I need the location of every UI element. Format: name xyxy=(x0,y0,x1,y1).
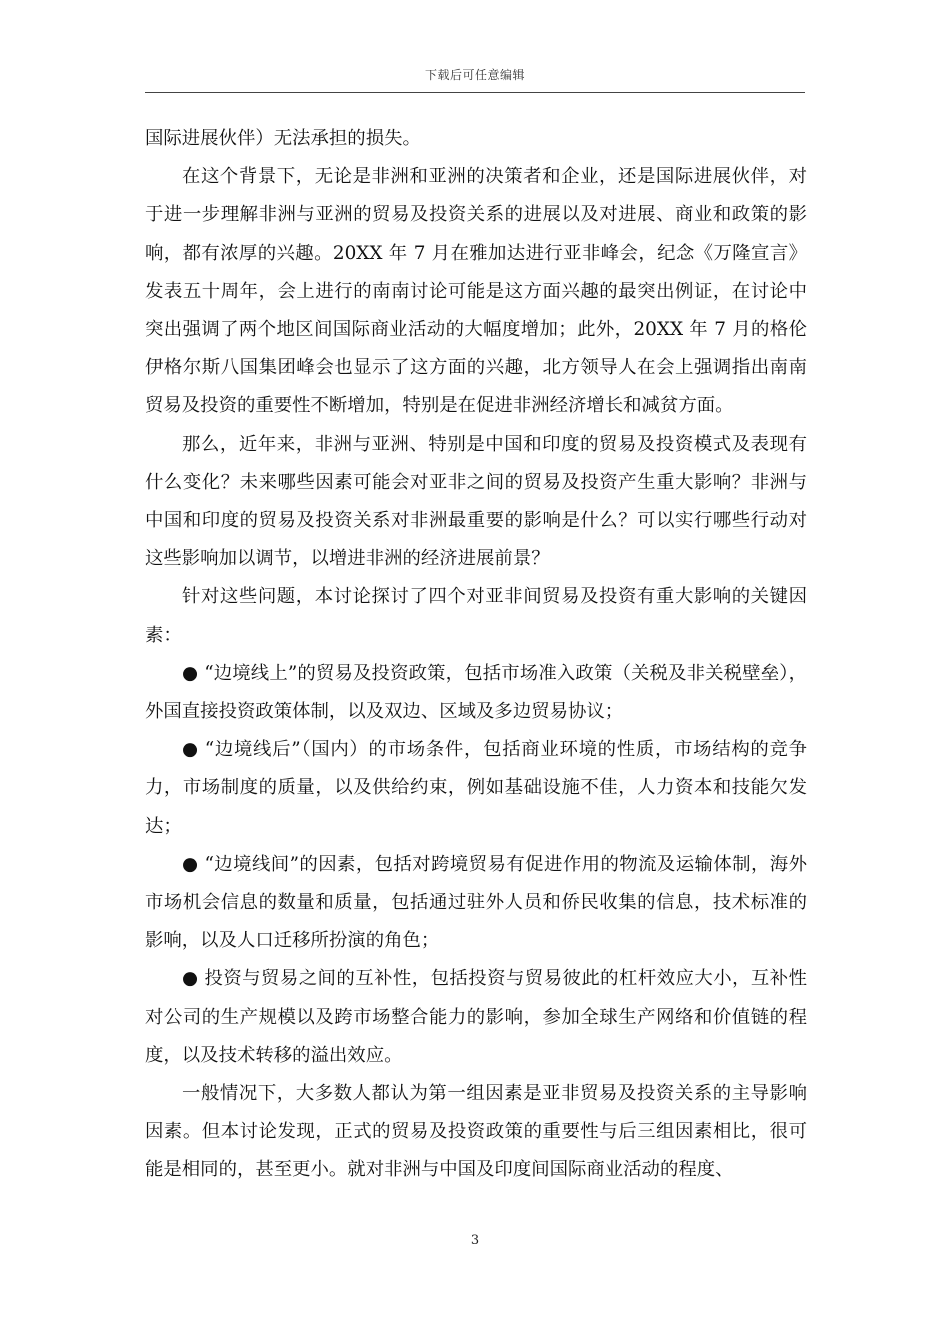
page-number: 3 xyxy=(470,1233,480,1248)
bullet-text-2: “边境线后”（国内）的市场条件，包括商业环境的性质，市场结构的竞争力，市场制度的质量，以及供给约束，例如基础设施不佳，人力资本和技能欠发达； xyxy=(145,739,807,837)
bullet-item-2 xyxy=(145,731,807,846)
bullet-item-3 xyxy=(145,846,807,961)
bullet-item-1 xyxy=(145,655,807,731)
bullet-icon: ● xyxy=(182,968,199,990)
document-body xyxy=(145,120,807,1190)
paragraph-conclusion: 一般情况下，大多数人都认为第一组因素是亚非贸易及投资关系的主导影响因素。但本讨论发现，正式的贸易及投资政策的重要性与后三组因素相比，很可能是相同的，甚至更小。就对非洲与中国及印度间国际商业活动的程度、 xyxy=(145,1083,807,1181)
header-divider xyxy=(145,92,805,93)
paragraph-continuation: 国际进展伙伴）无法承担的损失。 xyxy=(145,128,421,149)
page-header: 下载后可任意编辑 xyxy=(424,68,525,82)
bullet-icon: ● xyxy=(182,739,199,761)
bullet-item-4 xyxy=(145,960,807,1075)
bullet-icon: ● xyxy=(182,662,199,684)
paragraph-background: 在这个背景下，无论是非洲和亚洲的决策者和企业，还是国际进展伙伴，对于进一步理解非洲与亚洲的贸易及投资关系的进展以及对进展、商业和政策的影响，都有浓厚的兴趣。20XX 年 7 月在雅加达进行亚非峰会，纪念《万隆宣言》发表五十周年，会上进行的南南讨论可能是这方面兴趣的最突出例证，在讨论中突出强调了两个地区间国际商业活动的大幅度增加；此外，20XX 年 7 月的格伦伊格尔斯八国集团峰会也显示了这方面的兴趣，北方领导人在会上强调指出南南贸易及投资的重要性不断增加，特别是在促进非洲经济增长和减贫方面。 xyxy=(145,166,807,417)
bullet-icon: ● xyxy=(182,853,199,875)
paragraph-questions: 那么，近年来，非洲与亚洲、特别是中国和印度的贸易及投资模式及表现有什么变化？未来哪些因素可能会对亚非之间的贸易及投资产生重大影响？非洲与中国和印度的贸易及投资关系对非洲最重要的影响是什么？可以实行哪些行动对这些影响加以调节，以增进非洲的经济进展前景？ xyxy=(145,433,807,570)
bullet-text-3: “边境线间”的因素，包括对跨境贸易有促进作用的物流及运输体制，海外市场机会信息的数量和质量，包括通过驻外人员和侨民收集的信息，技术标准的影响，以及人口迁移所扮演的角色； xyxy=(145,853,807,952)
paragraph-factors-intro: 针对这些问题，本讨论探讨了四个对亚非间贸易及投资有重大影响的关键因素： xyxy=(145,586,807,646)
bullet-text-1: “边境线上”的贸易及投资政策，包括市场准入政策（关税及非关税壁垒），外国直接投资政策体制，以及双边、区域及多边贸易协议； xyxy=(145,662,807,723)
bullet-text-4: 投资与贸易之间的互补性，包括投资与贸易彼此的杠杆效应大小，互补性对公司的生产规模以及跨市场整合能力的影响，参加全球生产网络和价值链的程度，以及技术转移的溢出效应。 xyxy=(145,968,807,1066)
